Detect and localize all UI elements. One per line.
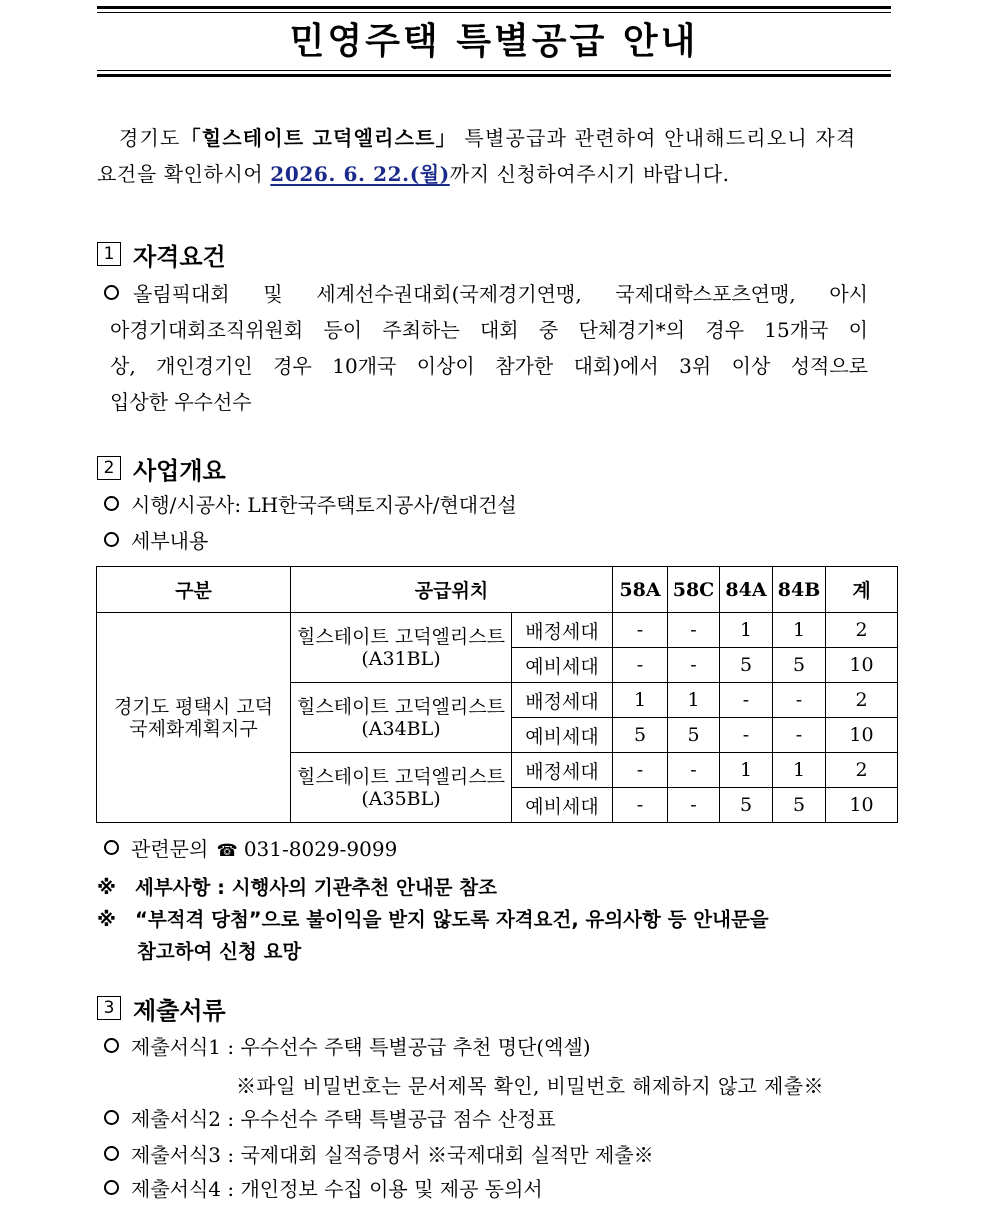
section-title: 사업개요 bbox=[133, 456, 226, 485]
intro-text: 특별공급과 관련하여 안내해드리오니 자격 bbox=[464, 126, 857, 150]
section-heading-documents bbox=[97, 992, 226, 1024]
bullet-text: 세부내용 bbox=[131, 529, 209, 553]
bullet-contact bbox=[104, 832, 397, 868]
table-header: 58C bbox=[668, 567, 720, 613]
table-header: 구분 bbox=[97, 567, 291, 613]
bullet-circle-icon bbox=[104, 532, 119, 547]
note-warning bbox=[97, 904, 899, 968]
intro-text: 요건을 확인하시어 bbox=[97, 162, 264, 186]
password-note: ※파일 비밀번호는 문서제목 확인, 비밀번호 해제하지 않고 제출※ bbox=[236, 1074, 824, 1098]
intro-text: 경기도 bbox=[119, 126, 181, 150]
value-cell: 1 bbox=[773, 753, 826, 788]
value-cell: 1 bbox=[720, 753, 773, 788]
intro-text: 까지 신청하여주시기 바랍니다. bbox=[449, 162, 730, 186]
qualification-text: 올림픽대회 및 세계선수권대회(국제경기연맹, 국제대학스포츠연맹, 아시 bbox=[133, 282, 868, 306]
title-rule bbox=[97, 70, 891, 71]
bullet-circle-icon bbox=[104, 1038, 119, 1053]
contact-label: 관련문의 bbox=[131, 837, 209, 861]
document-item bbox=[104, 1030, 591, 1064]
site-cell: 힐스테이트 고덕엘리스트 (A34BL) bbox=[291, 683, 512, 753]
bullet-text: 시행/시공사: LH한국주택토지공사/현대건설 bbox=[131, 493, 517, 517]
note-mark: ※ bbox=[97, 908, 116, 931]
type-cell: 배정세대 bbox=[512, 613, 613, 648]
document-item-text: 제출서식4 : 개인정보 수집 이용 및 제공 동의서 bbox=[131, 1177, 543, 1201]
value-cell: 5 bbox=[773, 788, 826, 823]
type-cell: 배정세대 bbox=[512, 753, 613, 788]
type-cell: 예비세대 bbox=[512, 718, 613, 753]
section-number: 1 bbox=[97, 242, 121, 266]
value-cell: 1 bbox=[773, 613, 826, 648]
section-number: 2 bbox=[97, 456, 121, 480]
table-header: 계 bbox=[826, 567, 898, 613]
title-rule bbox=[97, 6, 891, 9]
type-cell: 예비세대 bbox=[512, 648, 613, 683]
total-cell: 10 bbox=[826, 788, 898, 823]
total-cell: 2 bbox=[826, 683, 898, 718]
document-item bbox=[104, 1172, 543, 1206]
table-header: 공급위치 bbox=[291, 567, 613, 613]
value-cell: 5 bbox=[720, 788, 773, 823]
table-header: 84A bbox=[720, 567, 773, 613]
document-item-text: 제출서식3 : 국제대회 실적증명서 ※국제대회 실적만 제출※ bbox=[131, 1143, 654, 1167]
value-cell: - bbox=[773, 683, 826, 718]
intro-paragraph bbox=[97, 120, 897, 192]
qualification-text: 입상한 우수선수 bbox=[110, 390, 252, 414]
note-text: 참고하여 신청 요망 bbox=[137, 940, 302, 963]
value-cell: - bbox=[668, 753, 720, 788]
note-mark: ※ bbox=[97, 876, 116, 899]
section-title: 제출서류 bbox=[133, 996, 226, 1025]
total-cell: 2 bbox=[826, 753, 898, 788]
section-number: 3 bbox=[97, 996, 121, 1020]
document-item-text: 제출서식2 : 우수선수 주택 특별공급 점수 산정표 bbox=[131, 1107, 556, 1131]
section-title: 자격요건 bbox=[133, 242, 226, 271]
value-cell: 5 bbox=[613, 718, 668, 753]
value-cell: - bbox=[613, 753, 668, 788]
value-cell: - bbox=[668, 648, 720, 683]
bullet-circle-icon bbox=[104, 496, 119, 511]
contact-phone: 031-8029-9099 bbox=[243, 837, 398, 861]
section-heading-overview bbox=[97, 452, 226, 484]
bullet-circle-icon bbox=[104, 1146, 119, 1161]
value-cell: - bbox=[668, 788, 720, 823]
type-cell: 배정세대 bbox=[512, 683, 613, 718]
value-cell: 1 bbox=[720, 613, 773, 648]
qualification-paragraph bbox=[104, 276, 868, 420]
title-rule bbox=[97, 74, 891, 77]
deadline-date: 2026. 6. 22.(월) bbox=[270, 162, 450, 186]
value-cell: 5 bbox=[773, 648, 826, 683]
table-header: 84B bbox=[773, 567, 826, 613]
note-text: 세부사항 : 시행사의 기관추천 안내문 참조 bbox=[135, 876, 497, 899]
table-header-row bbox=[97, 567, 898, 613]
section-heading-qualification bbox=[97, 238, 226, 270]
value-cell: 5 bbox=[720, 648, 773, 683]
document-item-text: 제출서식1 : 우수선수 주택 특별공급 추천 명단(엑셀) bbox=[131, 1035, 591, 1059]
value-cell: 1 bbox=[613, 683, 668, 718]
supply-table bbox=[96, 566, 898, 823]
value-cell: - bbox=[613, 788, 668, 823]
region-cell: 경기도 평택시 고덕국제화계획지구 bbox=[97, 613, 291, 823]
title-rule bbox=[97, 12, 891, 13]
value-cell: - bbox=[720, 683, 773, 718]
site-cell: 힐스테이트 고덕엘리스트 (A31BL) bbox=[291, 613, 512, 683]
total-cell: 10 bbox=[826, 718, 898, 753]
bullet-circle-icon bbox=[104, 1180, 119, 1195]
value-cell: 1 bbox=[668, 683, 720, 718]
qualification-text: 상, 개인경기인 경우 10개국 이상이 참가한 대회)에서 3위 이상 성적으로 bbox=[110, 354, 868, 378]
bullet-developer bbox=[104, 488, 517, 522]
site-cell: 힐스테이트 고덕엘리스트 (A35BL) bbox=[291, 753, 512, 823]
table-header: 58A bbox=[613, 567, 668, 613]
project-name: 「힐스테이트 고덕엘리스트」 bbox=[180, 126, 457, 150]
qualification-text: 아경기대회조직위원회 등이 주최하는 대회 중 단체경기*의 경우 15개국 이 bbox=[110, 318, 868, 342]
value-cell: - bbox=[773, 718, 826, 753]
bullet-details bbox=[104, 524, 208, 558]
value-cell: - bbox=[613, 648, 668, 683]
document-item bbox=[104, 1102, 556, 1136]
document-item bbox=[104, 1138, 654, 1172]
note-text: “부적격 당첨”으로 불이익을 받지 않도록 자격요건, 유의사항 등 안내문을 bbox=[135, 908, 769, 931]
total-cell: 10 bbox=[826, 648, 898, 683]
type-cell: 예비세대 bbox=[512, 788, 613, 823]
bullet-circle-icon bbox=[104, 840, 119, 855]
value-cell: 5 bbox=[668, 718, 720, 753]
bullet-circle-icon bbox=[104, 1110, 119, 1125]
value-cell: - bbox=[720, 718, 773, 753]
table-row bbox=[97, 613, 898, 648]
value-cell: - bbox=[613, 613, 668, 648]
total-cell: 2 bbox=[826, 613, 898, 648]
bullet-circle-icon bbox=[104, 285, 119, 300]
phone-icon: ☎ bbox=[216, 841, 238, 861]
note-details bbox=[97, 872, 899, 904]
value-cell: - bbox=[668, 613, 720, 648]
page-title: 민영주택 특별공급 안내 bbox=[289, 21, 699, 62]
